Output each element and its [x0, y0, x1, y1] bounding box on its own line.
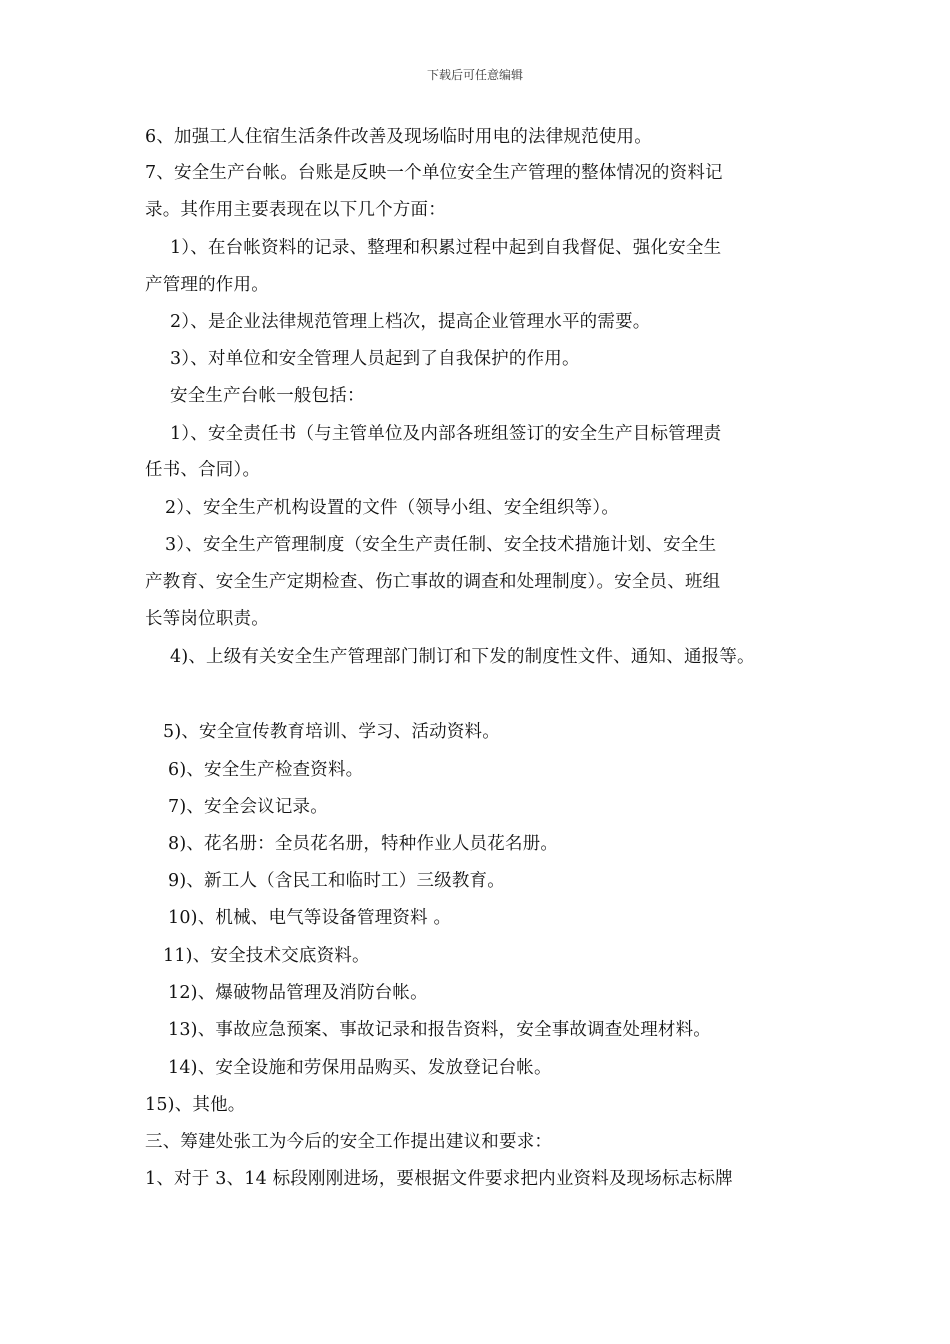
text-line: 15)、其他。: [145, 1095, 246, 1115]
text-line: 14)、安全设施和劳保用品购买、发放登记台帐。: [168, 1058, 552, 1078]
text-line: 产管理的作用。: [145, 275, 269, 295]
text-line: 安全生产台帐一般包括：: [170, 386, 365, 406]
text-line: 7、安全生产台帐。台账是反映一个单位安全生产管理的整体情况的资料记: [145, 163, 723, 183]
text-line: 1）、安全责任书（与主管单位及内部各班组签订的安全生产目标管理责: [170, 424, 722, 444]
text-line: 8)、花名册：全员花名册，特种作业人员花名册。: [168, 834, 559, 854]
text-line: 产教育、安全生产定期检查、伤亡事故的调查和处理制度）。安全员、班组: [145, 572, 721, 592]
text-line: 长等岗位职责。: [145, 609, 269, 629]
text-line: 4)、上级有关安全生产管理部门制订和下发的制度性文件、通知、通报等。: [170, 647, 755, 667]
text-line: 10)、机械、电气等设备管理资料 。: [168, 908, 452, 928]
text-line: 12)、爆破物品管理及消防台帐。: [168, 983, 428, 1003]
page-header: 下载后可任意编辑: [426, 68, 523, 82]
text-line: 5)、安全宣传教育培训、学习、活动资料。: [163, 722, 500, 742]
text-line: 13)、事故应急预案、事故记录和报告资料，安全事故调查处理材料。: [168, 1020, 711, 1040]
text-line: 录。其作用主要表现在以下几个方面：: [145, 200, 446, 220]
text-line: 2）、安全生产机构设置的文件（领导小组、安全组织等）。: [165, 498, 620, 518]
text-line: 1）、在台帐资料的记录、整理和积累过程中起到自我督促、强化安全生: [170, 238, 722, 258]
text-line: 3）、安全生产管理制度（安全生产责任制、安全技术措施计划、安全生: [165, 535, 717, 555]
text-line: 1、对于 3、14 标段刚刚进场，要根据文件要求把内业资料及现场标志标牌: [145, 1169, 733, 1189]
text-line: 2）、是企业法律规范管理上档次，提高企业管理水平的需要。: [170, 312, 651, 332]
text-line: 11)、安全技术交底资料。: [163, 946, 370, 966]
text-line: 6、加强工人住宿生活条件改善及现场临时用电的法律规范使用。: [145, 127, 652, 147]
text-line: 9)、新工人（含民工和临时工）三级教育。: [168, 871, 505, 891]
text-line: 6)、安全生产检查资料。: [168, 760, 364, 780]
text-line: 任书、合同）。: [145, 460, 261, 480]
text-line: 7)、安全会议记录。: [168, 797, 328, 817]
text-line: 三、筹建处张工为今后的安全工作提出建议和要求：: [145, 1132, 553, 1152]
text-line: 3）、对单位和安全管理人员起到了自我保护的作用。: [170, 349, 580, 369]
